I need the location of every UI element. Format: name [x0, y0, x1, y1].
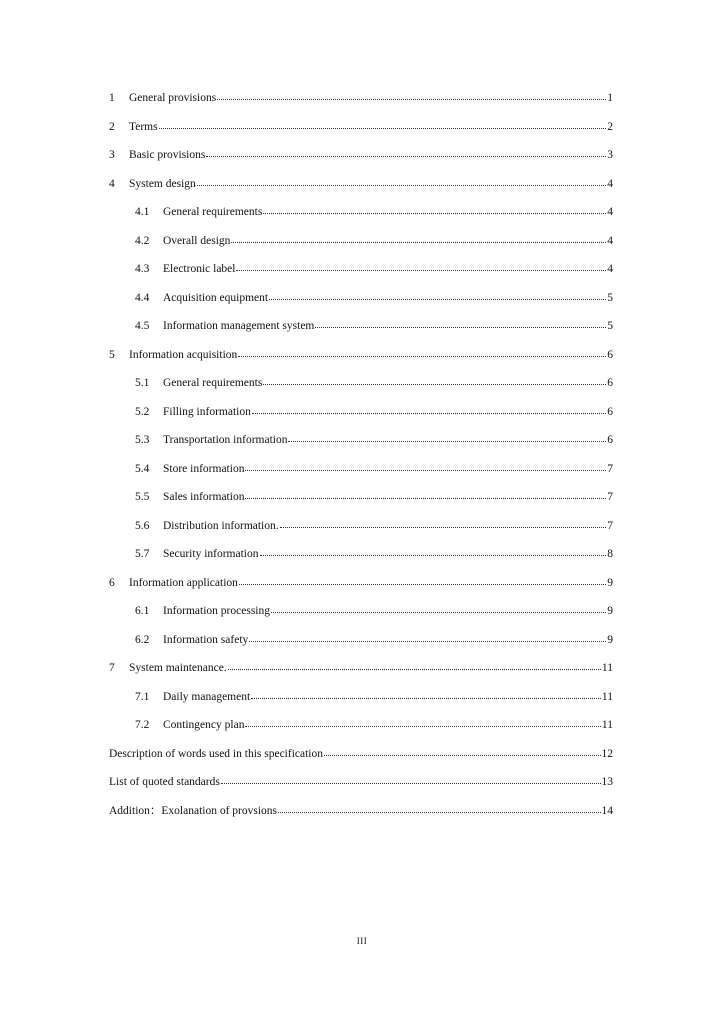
toc-entry-page: 13 — [601, 776, 613, 788]
toc-entry-title: Distribution information. — [163, 519, 279, 532]
toc-dot-leader — [239, 574, 606, 586]
toc-dot-leader — [278, 802, 600, 814]
toc-entry-title: Store information — [163, 462, 245, 475]
toc-entry-page: 1 — [607, 92, 613, 104]
toc-dot-leader — [217, 89, 606, 101]
toc-entry[interactable] — [109, 517, 613, 546]
toc-entry[interactable] — [109, 773, 613, 802]
toc-entry-number: 5 — [109, 348, 115, 361]
toc-entry-page: 11 — [601, 690, 613, 703]
toc-entry-title: Contingency plan — [163, 719, 245, 731]
toc-entry[interactable] — [109, 89, 613, 118]
toc-entry-page: 6 — [607, 377, 613, 389]
toc-entry-number: 4.3 — [135, 263, 150, 275]
toc-entry[interactable] — [109, 431, 613, 460]
toc-dot-leader — [288, 431, 606, 443]
toc-dot-leader — [280, 517, 607, 529]
toc-entry[interactable] — [109, 175, 613, 204]
toc-entry-title: Sales information — [163, 491, 245, 503]
page-number: III — [356, 936, 368, 946]
toc-entry-page: 6 — [607, 405, 613, 418]
toc-entry-number: 2 — [109, 120, 115, 133]
toc-entry[interactable] — [109, 488, 613, 517]
toc-entry[interactable] — [109, 317, 613, 346]
toc-entry[interactable] — [109, 118, 613, 147]
toc-entry-page: 9 — [607, 633, 613, 646]
toc-entry-number: 4.2 — [135, 234, 150, 247]
toc-entry-page: 6 — [607, 434, 613, 446]
toc-entry-number: 5.3 — [135, 434, 150, 446]
toc-entry-title: Acquisition equipment — [163, 291, 269, 304]
toc-entry-number: 5.2 — [135, 405, 150, 418]
toc-entry-title: Basic provisions — [129, 149, 206, 161]
toc-entry[interactable] — [109, 659, 613, 688]
toc-dot-leader — [159, 118, 607, 130]
toc-dot-leader — [324, 745, 601, 757]
toc-entry-title: Daily management — [163, 690, 251, 703]
toc-entry[interactable] — [109, 260, 613, 289]
toc-dot-leader — [260, 545, 607, 557]
toc-dot-leader — [245, 460, 606, 472]
toc-entry-page: 6 — [607, 348, 613, 361]
toc-entry-number: 7.1 — [135, 690, 150, 703]
toc-dot-leader — [263, 374, 606, 386]
toc-entry[interactable] — [109, 232, 613, 261]
toc-entry[interactable] — [109, 745, 613, 774]
toc-entry-title: Description of words used in this specification — [109, 747, 323, 760]
toc-entry-number: 5.7 — [135, 548, 150, 560]
toc-entry-title: General requirements — [163, 377, 263, 389]
toc-entry-page: 2 — [607, 120, 613, 133]
toc-dot-leader — [271, 602, 606, 614]
toc-entry-page: 4 — [607, 206, 613, 218]
toc-entry-title: Information acquisition — [129, 348, 238, 361]
toc-entry-title: Security information — [163, 548, 259, 560]
toc-entry[interactable] — [109, 716, 613, 745]
toc-dot-leader — [221, 773, 601, 785]
toc-dot-leader — [197, 175, 606, 187]
toc-entry-page: 7 — [607, 491, 613, 503]
toc-entry-page: 14 — [601, 804, 613, 817]
toc-entry-title: Overall design — [163, 234, 231, 247]
toc-entry[interactable] — [109, 631, 613, 660]
toc-dot-leader — [231, 232, 606, 244]
toc-entry-title: General provisions — [129, 92, 217, 104]
toc-entry-number: 4.4 — [135, 291, 150, 304]
toc-entry-page: 3 — [607, 149, 613, 161]
toc-entry-page: 9 — [607, 576, 613, 589]
toc-entry-number: 5.5 — [135, 491, 150, 503]
toc-entry-page: 4 — [607, 177, 613, 190]
toc-entry-title: Transportation information — [163, 434, 288, 446]
toc-dot-leader — [245, 488, 606, 500]
toc-dot-leader — [206, 146, 606, 158]
table-of-contents — [109, 89, 613, 830]
toc-entry[interactable] — [109, 203, 613, 232]
toc-entry-number: 4.1 — [135, 206, 150, 218]
toc-entry[interactable] — [109, 574, 613, 603]
toc-entry-page: 11 — [601, 662, 613, 674]
toc-entry-title: Information management system — [163, 320, 315, 332]
toc-entry[interactable] — [109, 289, 613, 318]
toc-entry-page: 4 — [607, 263, 613, 275]
toc-entry[interactable] — [109, 460, 613, 489]
toc-dot-leader — [251, 688, 601, 700]
toc-entry-page: 7 — [607, 462, 613, 475]
toc-entry-page: 12 — [601, 747, 613, 760]
toc-dot-leader — [228, 659, 601, 671]
toc-dot-leader — [245, 716, 600, 728]
toc-dot-leader — [249, 631, 606, 643]
toc-entry[interactable] — [109, 688, 613, 717]
toc-dot-leader — [238, 346, 606, 358]
toc-dot-leader — [263, 203, 606, 215]
toc-entry[interactable] — [109, 403, 613, 432]
toc-entry-title: System design — [129, 177, 196, 190]
toc-entry-number: 3 — [109, 149, 115, 161]
toc-entry-title: General requirements — [163, 206, 263, 218]
toc-entry-title: Information application — [129, 576, 238, 589]
toc-entry[interactable] — [109, 602, 613, 631]
toc-entry-number: 5.4 — [135, 462, 150, 475]
toc-entry[interactable] — [109, 802, 613, 831]
toc-entry-number: 5.6 — [135, 519, 150, 532]
toc-entry-title: Addition：Exolanation of provsions — [109, 804, 278, 817]
toc-dot-leader — [315, 317, 606, 329]
toc-entry-title: List of quoted standards — [109, 776, 220, 788]
toc-entry-title: Information processing — [163, 605, 270, 617]
toc-entry-title: Electronic label — [163, 263, 236, 275]
toc-entry-page: 5 — [607, 291, 613, 304]
toc-entry-title: Terms — [129, 120, 158, 133]
toc-entry-number: 1 — [109, 92, 115, 104]
toc-entry[interactable] — [109, 146, 613, 175]
toc-entry-number: 7.2 — [135, 719, 150, 731]
toc-entry-title: System maintenance. — [129, 662, 227, 674]
toc-dot-leader — [236, 260, 606, 272]
toc-entry-page: 4 — [607, 234, 613, 247]
toc-entry-page: 11 — [601, 719, 613, 731]
toc-entry-page: 5 — [607, 320, 613, 332]
toc-entry-number: 4 — [109, 177, 115, 190]
toc-entry-number: 6.2 — [135, 633, 150, 646]
toc-entry[interactable] — [109, 374, 613, 403]
toc-entry-number: 6.1 — [135, 605, 150, 617]
toc-entry[interactable] — [109, 545, 613, 574]
toc-entry-number: 6 — [109, 576, 115, 589]
toc-entry-title: Filling information — [163, 405, 251, 418]
toc-dot-leader — [269, 289, 606, 301]
toc-entry-title: Information safety — [163, 633, 249, 646]
toc-entry-page: 8 — [607, 548, 613, 560]
toc-entry-page: 7 — [607, 519, 613, 532]
toc-entry-page: 9 — [607, 605, 613, 617]
toc-entry[interactable] — [109, 346, 613, 375]
toc-entry-number: 5.1 — [135, 377, 150, 389]
toc-entry-number: 7 — [109, 662, 115, 674]
toc-dot-leader — [252, 403, 606, 415]
toc-entry-number: 4.5 — [135, 320, 150, 332]
